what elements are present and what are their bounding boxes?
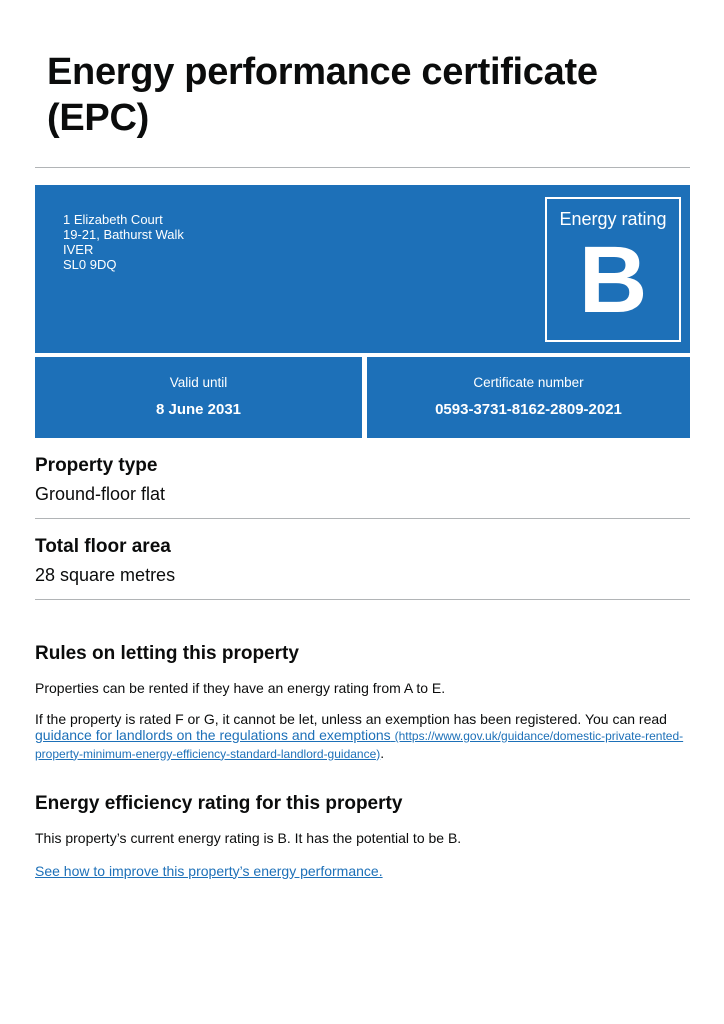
certificate-number-value: 0593-3731-8162-2809-2021: [435, 401, 622, 418]
certificate-number-cell: [367, 357, 690, 438]
divider: [35, 518, 690, 519]
address-line: 1 Elizabeth Court: [63, 212, 163, 227]
landlord-guidance-link-text: guidance for landlords on the regulations and exemptions: [35, 727, 391, 743]
title-divider: [35, 167, 690, 168]
total-floor-area-label: Total floor area: [35, 536, 171, 557]
efficiency-paragraph: This property’s current energy rating is B. It has the potential to be B.: [35, 830, 462, 846]
energy-rating-badge: [545, 197, 681, 342]
page-title: Energy performance certificate (EPC): [47, 51, 598, 139]
address-line: 19-21, Bathurst Walk: [63, 227, 184, 242]
total-floor-area-value: 28 square metres: [35, 565, 176, 585]
property-type-value: Ground-floor flat: [35, 484, 166, 504]
improve-performance-link[interactable]: See how to improve this property’s energy performance.: [35, 862, 383, 879]
property-details-list: [35, 454, 690, 600]
property-address: [63, 212, 184, 272]
property-type-label: Property type: [35, 455, 158, 476]
rules-paragraph-2-prefix: If the property is rated F or G, it cannot be let, unless an exemption has been registered. You can read: [35, 710, 667, 727]
improve-performance-link-wrap: [35, 863, 690, 880]
landlord-guidance-link[interactable]: [35, 727, 683, 761]
energy-rating-value: B: [578, 227, 648, 333]
divider: [35, 599, 690, 600]
efficiency-section-heading: Energy efficiency rating for this property: [35, 793, 403, 814]
valid-until-value: 8 June 2031: [155, 401, 242, 418]
address-line: IVER: [63, 242, 94, 257]
rules-paragraph-2-suffix: .: [380, 744, 385, 761]
landlord-guidance-link-url: (https://www.gov.uk/guidance/domestic-private-rented-property-minimum-energy-efficiency-standard-landlord-guidance): [35, 729, 684, 761]
certificate-meta-row: [35, 357, 690, 438]
rules-paragraph-2: [35, 711, 690, 763]
certificate-number-label: Certificate number: [473, 375, 584, 390]
energy-rating-label: Energy rating: [559, 209, 667, 229]
valid-until-cell: [35, 357, 362, 438]
address-line: SL0 9DQ: [63, 257, 117, 272]
rules-section-heading: Rules on letting this property: [35, 643, 299, 664]
rules-paragraph-1: Properties can be rented if they have an energy rating from A to E.: [35, 680, 446, 696]
valid-until-label: Valid until: [169, 375, 228, 390]
certificate-summary-panel: [35, 185, 690, 353]
